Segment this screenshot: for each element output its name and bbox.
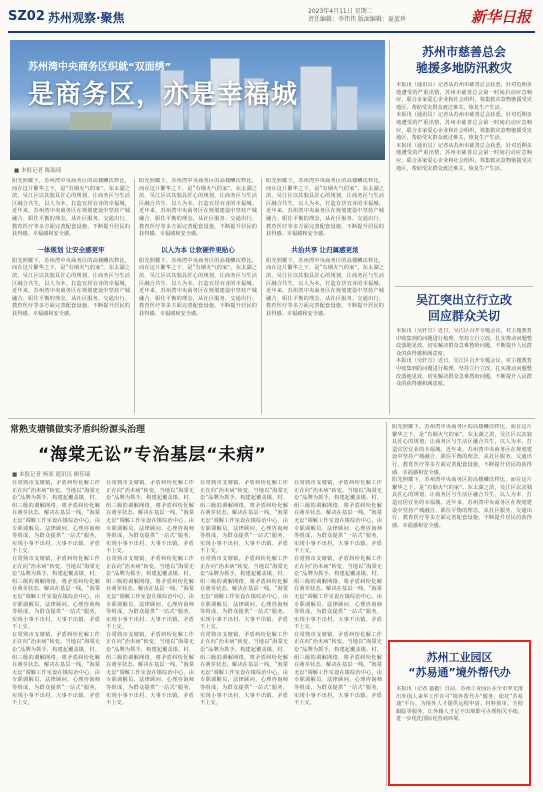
subhead: 共治共享 让归属感更浓 — [291, 245, 359, 254]
highlighted-article — [388, 640, 531, 786]
right-top-title-1: 苏州市慈善总会 — [421, 45, 506, 59]
lead-column-3 — [266, 178, 384, 414]
column-divider — [386, 422, 387, 786]
bottom-text: 在常熟市支塘镇，矛盾纠纷化解工作正在向“治未病”转变。当地以“海棠无讼”品牌为抓手，构建起覆盖镇、村、组三级的调解网络，将矛盾纠纷化解在萌芽状态、解决在基层一线。“海棠无讼”调解工作室设在镇综治中心，由专职调解员、法律顾问、心理咨询师等组成，为群众提供“一站式”服务，实现小事不出村、大事不出镇、矛盾不上交。 — [106, 631, 194, 707]
bottom-text: 在常熟市支塘镇，矛盾纠纷化解工作正在向“治未病”转变。当地以“海棠无讼”品牌为抓手，构建起覆盖镇、村、组三级的调解网络，将矛盾纠纷化解在萌芽状态、解决在基层一线。“海棠无讼”调解工作室设在镇综治中心，由专职调解员、法律顾问、心理咨询师等组成，为群众提供“一站式”服务，实现小事不出村、大事不出镇、矛盾不上交。 — [200, 631, 288, 707]
bottom-column-2 — [106, 480, 194, 785]
bottom-text: 在常熟市支塘镇，矛盾纠纷化解工作正在向“治未病”转变。当地以“海棠无讼”品牌为抓手，构建起覆盖镇、村、组三级的调解网络，将矛盾纠纷化解在萌芽状态、解决在基层一线。“海棠无讼”调解工作室设在镇综治中心，由专职调解员、法律顾问、心理咨询师等组成，为群众提供“一站式”服务，实现小事不出村、大事不出镇、矛盾不上交。 — [12, 555, 100, 631]
column-divider — [261, 178, 262, 414]
right-bottom-upper-text — [392, 424, 532, 634]
bottom-text: 在常熟市支塘镇，矛盾纠纷化解工作正在向“治未病”转变。当地以“海棠无讼”品牌为抓手，构建起覆盖镇、村、组三级的调解网络，将矛盾纠纷化解在萌芽状态、解决在基层一线。“海棠无讼”调解工作室设在镇综治中心，由专职调解员、法律顾问、心理咨询师等组成，为群众提供“一站式”服务，实现小事不出村、大事不出镇、矛盾不上交。 — [200, 480, 288, 555]
right-mid-headline — [395, 292, 533, 324]
lead-kicker: 苏州湾中央商务区织就“双面绣” — [28, 62, 172, 73]
bottom-byline: ■ 本报记者 杨原 通讯员 顾佳瑞 — [12, 472, 91, 478]
highlight-headline — [390, 650, 529, 680]
subhead: 一体规划 让安全感更牢 — [37, 245, 105, 254]
section-name: 苏州观察·聚焦 — [48, 11, 125, 25]
right-mid-title-1: 吴江突出立行立改 — [415, 293, 512, 307]
bottom-text: 在常熟市支塘镇，矛盾纠纷化解工作正在向“治未病”转变。当地以“海棠无讼”品牌为抓手，构建起覆盖镇、村、组三级的调解网络，将矛盾纠纷化解在萌芽状态、解决在基层一线。“海棠无讼”调解工作室设在镇综治中心，由专职调解员、法律顾问、心理咨询师等组成，为群众提供“一站式”服务，实现小事不出村、大事不出镇、矛盾不上交。 — [294, 480, 382, 555]
right-mid-text: 本报讯（吴轩宣）近日，吴江区召开专题会议，对主题教育中收集到的问题进行梳理，坚持立行立改，扎实推动问题整改落地见效，切实解决群众急难愁盼问题，不断提升人民群众的获得感和满意度。 — [396, 328, 532, 357]
bottom-headline: “海棠无讼”专治基层“未病” — [38, 445, 267, 465]
highlight-title-1: 苏州工业园区 — [426, 651, 493, 664]
lead-photo — [10, 40, 385, 160]
right-top-body — [396, 82, 532, 280]
highlight-title-2: “苏易通”境外帮代办 — [408, 666, 511, 679]
bottom-column-3 — [200, 480, 288, 785]
lead-body-text: 阳光照耀下，苏州湾中央商务区的高楼鳞次栉比，而在这片繁华之下，是“有烟火气的家”。东太湖之滨，吴江区以其独具匠心的规划，让商务区与生活区融合共生，以人为本，打造宜居宜业的幸福城。近年来，苏州湾中央商务区在规划建设中坚持产城融合、职住平衡的理念，从社区服务、交通出行、教育医疗等多方面完善配套设施，不断提升居民的获得感、幸福感和安全感。 — [12, 257, 130, 317]
lead-headline: 是商务区，亦是幸福城 — [28, 80, 299, 110]
bottom-column-1 — [12, 480, 100, 785]
right-top-text: 本报讯（通讯员）记者从苏州市慈善总会获悉，针对近期多地遭受的严重汛情，苏州市慈善总会第一时间启动应急响应，联合多家爱心企业和社会组织，筹集救灾款物驰援受灾地区，帮助受灾群众渡过难关，恢复生产生活。 — [396, 82, 532, 111]
highlight-body: 本报讯（记者 嘉毅）日前，苏州工业园区在全市率先推出外国人来华工作许可“境外帮代办”服务，依托“苏易通”平台，为境外人才提供远程申请、材料预审、全程跟踪等服务，让外籍人才足不出境即可办理相关手续，进一步优化国际化营商环境。 — [396, 686, 523, 723]
right-top-text: 本报讯（通讯员）记者从苏州市慈善总会获悉，针对近期多地遭受的严重汛情，苏州市慈善总会第一时间启动应急响应，联合多家爱心企业和社会组织，筹集救灾款物驰援受灾地区，帮助受灾群众渡过难关，恢复生产生活。 — [396, 112, 532, 142]
bottom-column-4 — [294, 480, 382, 785]
right-top-text: 本报讯（通讯员）记者从苏州市慈善总会获悉，针对近期多地遭受的严重汛情，苏州市慈善总会第一时间启动应急响应，联合多家爱心企业和社会组织，筹集救灾款物驰援受灾地区，帮助受灾群众渡过难关，恢复生产生活。 — [396, 142, 532, 172]
bottom-text: 在常熟市支塘镇，矛盾纠纷化解工作正在向“治未病”转变。当地以“海棠无讼”品牌为抓手，构建起覆盖镇、村、组三级的调解网络，将矛盾纠纷化解在萌芽状态、解决在基层一线。“海棠无讼”调解工作室设在镇综治中心，由专职调解员、法律顾问、心理咨询师等组成，为群众提供“一站式”服务，实现小事不出村、大事不出镇、矛盾不上交。 — [12, 631, 100, 707]
bottom-text: 在常熟市支塘镇，矛盾纠纷化解工作正在向“治未病”转变。当地以“海棠无讼”品牌为抓手，构建起覆盖镇、村、组三级的调解网络，将矛盾纠纷化解在萌芽状态、解决在基层一线。“海棠无讼”调解工作室设在镇综治中心，由专职调解员、法律顾问、心理咨询师等组成，为群众提供“一站式”服务，实现小事不出村、大事不出镇、矛盾不上交。 — [106, 480, 194, 555]
column-divider — [389, 40, 390, 414]
bottom-text: 在常熟市支塘镇，矛盾纠纷化解工作正在向“治未病”转变。当地以“海棠无讼”品牌为抓手，构建起覆盖镇、村、组三级的调解网络，将矛盾纠纷化解在萌芽状态、解决在基层一线。“海棠无讼”调解工作室设在镇综治中心，由专职调解员、法律顾问、心理咨询师等组成，为群众提供“一站式”服务，实现小事不出村、大事不出镇、矛盾不上交。 — [106, 555, 194, 631]
bottom-text: 在常熟市支塘镇，矛盾纠纷化解工作正在向“治未病”转变。当地以“海棠无讼”品牌为抓手，构建起覆盖镇、村、组三级的调解网络，将矛盾纠纷化解在萌芽状态、解决在基层一线。“海棠无讼”调解工作室设在镇综治中心，由专职调解员、法律顾问、心理咨询师等组成，为群众提供“一站式”服务，实现小事不出村、大事不出镇、矛盾不上交。 — [200, 555, 288, 631]
right-mid-body — [396, 328, 532, 414]
bottom-kicker: 常熟支塘镇做实矛盾纠纷源头治理 — [10, 425, 146, 435]
section-code: SZ02 — [8, 9, 45, 24]
lead-column-1 — [12, 178, 130, 414]
subhead: 以人为本 让软硬件更贴心 — [161, 245, 235, 254]
lead-body-text: 阳光照耀下，苏州湾中央商务区的高楼鳞次栉比，而在这片繁华之下，是“有烟火气的家”。东太湖之滨，吴江区以其独具匠心的规划，让商务区与生活区融合共生，以人为本，打造宜居宜业的幸福城。近年来，苏州湾中央商务区在规划建设中坚持产城融合、职住平衡的理念，从社区服务、交通出行、教育医疗等多方面完善配套设施，不断提升居民的获得感、幸福感和安全感。 — [266, 178, 384, 238]
bottom-text: 在常熟市支塘镇，矛盾纠纷化解工作正在向“治未病”转变。当地以“海棠无讼”品牌为抓手，构建起覆盖镇、村、组三级的调解网络，将矛盾纠纷化解在萌芽状态、解决在基层一线。“海棠无讼”调解工作室设在镇综治中心，由专职调解员、法律顾问、心理咨询师等组成，为群众提供“一站式”服务，实现小事不出村、大事不出镇、矛盾不上交。 — [294, 631, 382, 707]
page-header — [8, 6, 535, 30]
bottom-text: 在常熟市支塘镇，矛盾纠纷化解工作正在向“治未病”转变。当地以“海棠无讼”品牌为抓手，构建起覆盖镇、村、组三级的调解网络，将矛盾纠纷化解在萌芽状态、解决在基层一线。“海棠无讼”调解工作室设在镇综治中心，由专职调解员、法律顾问、心理咨询师等组成，为群众提供“一站式”服务，实现小事不出村、大事不出镇、矛盾不上交。 — [12, 480, 100, 555]
lead-caption: ■ 本报记者 陈瑞琦 — [14, 168, 62, 174]
bottom-text: 在常熟市支塘镇，矛盾纠纷化解工作正在向“治未病”转变。当地以“海棠无讼”品牌为抓手，构建起覆盖镇、村、组三级的调解网络，将矛盾纠纷化解在萌芽状态、解决在基层一线。“海棠无讼”调解工作室设在镇综治中心，由专职调解员、法律顾问、心理咨询师等组成，为群众提供“一站式”服务，实现小事不出村、大事不出镇、矛盾不上交。 — [294, 555, 382, 631]
continued-text: 阳光照耀下，苏州湾中央商务区的高楼鳞次栉比，而在这片繁华之下，是“有烟火气的家”。东太湖之滨，吴江区以其独具匠心的规划，让商务区与生活区融合共生，以人为本，打造宜居宜业的幸福城。近年来，苏州湾中央商务区在规划建设中坚持产城融合、职住平衡的理念，从社区服务、交通出行、教育医疗等多方面完善配套设施，不断提升居民的获得感、幸福感和安全感。 — [392, 424, 532, 476]
right-top-title-2: 驰援多地防汛救灾 — [415, 61, 512, 75]
continued-text: 阳光照耀下，苏州湾中央商务区的高楼鳞次栉比，而在这片繁华之下，是“有烟火气的家”。东太湖之滨，吴江区以其独具匠心的规划，让商务区与生活区融合共生，以人为本，打造宜居宜业的幸福城。近年来，苏州湾中央商务区在规划建设中坚持产城融合、职住平衡的理念，从社区服务、交通出行、教育医疗等多方面完善配套设施，不断提升居民的获得感、幸福感和安全感。 — [392, 477, 532, 529]
right-top-headline — [395, 44, 533, 76]
section-divider — [395, 286, 533, 287]
right-mid-title-2: 回应群众关切 — [427, 309, 500, 323]
masthead-logo: 新华日报 — [470, 8, 531, 26]
lead-body-text: 阳光照耀下，苏州湾中央商务区的高楼鳞次栉比，而在这片繁华之下，是“有烟火气的家”。东太湖之滨，吴江区以其独具匠心的规划，让商务区与生活区融合共生，以人为本，打造宜居宜业的幸福城。近年来，苏州湾中央商务区在规划建设中坚持产城融合、职住平衡的理念，从社区服务、交通出行、教育医疗等多方面完善配套设施，不断提升居民的获得感、幸福感和安全感。 — [266, 257, 384, 317]
right-mid-text: 本报讯（吴轩宣）近日，吴江区召开专题会议，对主题教育中收集到的问题进行梳理，坚持立行立改，扎实推动问题整改落地见效，切实解决群众急难愁盼问题，不断提升人民群众的获得感和满意度。 — [396, 358, 532, 388]
lead-column-2 — [139, 178, 257, 414]
header-divider — [8, 31, 535, 33]
section-divider — [8, 418, 535, 419]
date-meta: 2023年4月11日 星期二 责任编辑：李伟伟 版面编辑：夏蓝珍 — [308, 8, 406, 23]
lead-body-text: 阳光照耀下，苏州湾中央商务区的高楼鳞次栉比，而在这片繁华之下，是“有烟火气的家”。东太湖之滨，吴江区以其独具匠心的规划，让商务区与生活区融合共生，以人为本，打造宜居宜业的幸福城。近年来，苏州湾中央商务区在规划建设中坚持产城融合、职住平衡的理念，从社区服务、交通出行、教育医疗等多方面完善配套设施，不断提升居民的获得感、幸福感和安全感。 — [12, 178, 130, 238]
lead-body-text: 阳光照耀下，苏州湾中央商务区的高楼鳞次栉比，而在这片繁华之下，是“有烟火气的家”。东太湖之滨，吴江区以其独具匠心的规划，让商务区与生活区融合共生，以人为本，打造宜居宜业的幸福城。近年来，苏州湾中央商务区在规划建设中坚持产城融合、职住平衡的理念，从社区服务、交通出行、教育医疗等多方面完善配套设施，不断提升居民的获得感、幸福感和安全感。 — [139, 257, 257, 317]
column-divider — [134, 178, 135, 414]
lead-body-text: 阳光照耀下，苏州湾中央商务区的高楼鳞次栉比，而在这片繁华之下，是“有烟火气的家”。东太湖之滨，吴江区以其独具匠心的规划，让商务区与生活区融合共生，以人为本，打造宜居宜业的幸福城。近年来，苏州湾中央商务区在规划建设中坚持产城融合、职住平衡的理念，从社区服务、交通出行、教育医疗等多方面完善配套设施，不断提升居民的获得感、幸福感和安全感。 — [139, 178, 257, 238]
